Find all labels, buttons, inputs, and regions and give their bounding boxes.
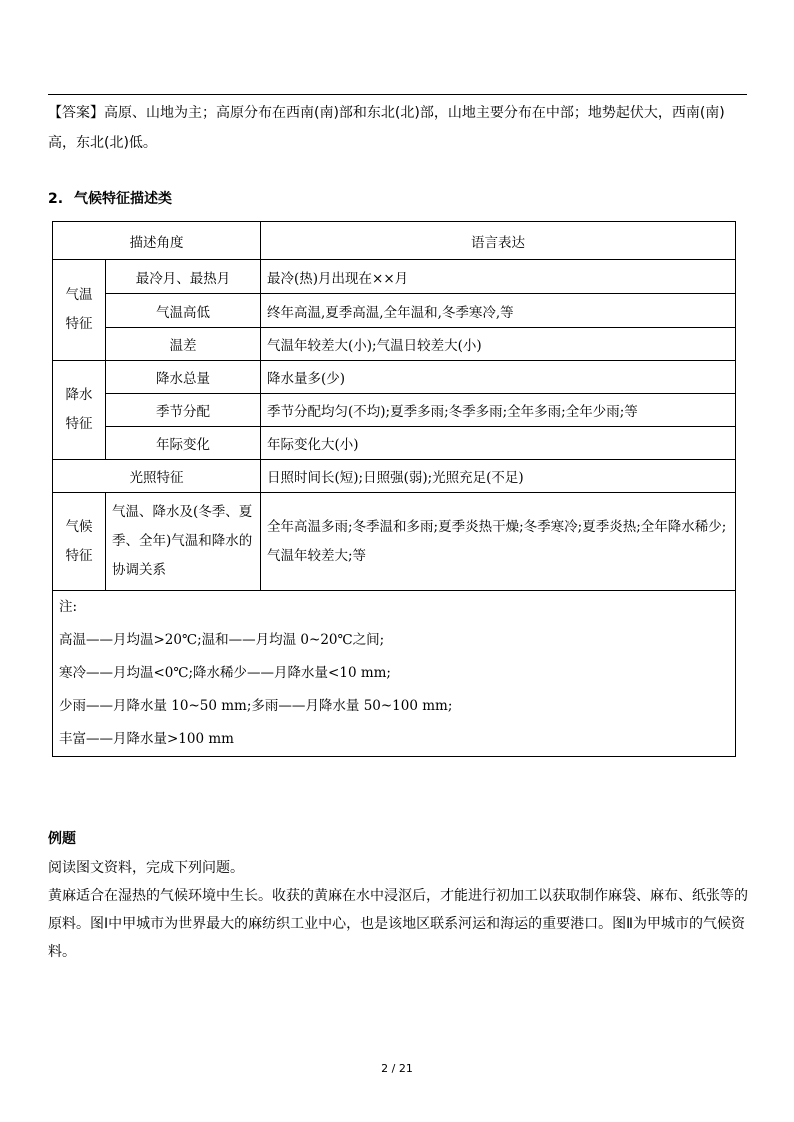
aspect-cell: 降水总量 xyxy=(106,361,261,394)
group-label-text: 气温特征 xyxy=(65,287,93,332)
expression-cell: 最冷(热)月出现在××月 xyxy=(261,260,736,294)
climate-expression: 全年高温多雨;冬季温和多雨;夏季炎热干燥;冬季寒冷;夏季炎热;全年降水稀少;气温年较差大;等 xyxy=(267,518,727,564)
aspect-cell: 季节分配 xyxy=(106,394,261,427)
notes-cell xyxy=(53,591,736,757)
note-line: 高温——月均温>20℃;温和——月均温 0~20℃之间; xyxy=(59,632,385,648)
header-expression: 语言表达 xyxy=(261,222,736,260)
aspect-cell: 最冷月、最热月 xyxy=(106,260,261,294)
table-row xyxy=(53,328,736,361)
sunlight-label: 光照特征 xyxy=(53,460,261,493)
note-line: 少雨——月降水量 10~50 mm;多雨——月降水量 50~100 mm; xyxy=(59,698,453,714)
climate-label-cell xyxy=(53,493,106,591)
note-line: 寒冷——月均温<0℃;降水稀少——月降水量<10 mm; xyxy=(59,665,391,681)
page-number: 2 / 21 xyxy=(381,1062,413,1075)
group-label-precipitation xyxy=(53,361,106,460)
aspect-cell: 气温高低 xyxy=(106,294,261,328)
section-number: 2. xyxy=(48,191,64,207)
section-title: 气候特征描述类 xyxy=(74,191,172,207)
expression-cell: 气温年较差大(小);气温日较差大(小) xyxy=(261,328,736,361)
climate-description-table xyxy=(52,221,736,757)
expression-cell: 降水量多(少) xyxy=(261,361,736,394)
group-label-text: 降水特征 xyxy=(65,387,93,432)
example-paragraph: 阅读图文资料，完成下列问题。 xyxy=(48,860,244,876)
table-row xyxy=(53,427,736,460)
aspect-cell: 温差 xyxy=(106,328,261,361)
section-heading xyxy=(48,188,172,210)
climate-expression-cell xyxy=(261,493,736,591)
expression-cell: 年际变化大(小) xyxy=(261,427,736,460)
example-paragraph: 黄麻适合在湿热的气候环境中生长。收获的黄麻在水中浸沤后，才能进行初加工以获取制作麻袋、麻布、纸张等的原料。图Ⅰ中甲城市为世界最大的麻纺织工业中心，也是该地区联系河运和海运的重要港口。图Ⅱ为甲城市的气候资料。 xyxy=(48,888,748,960)
example-body xyxy=(48,854,748,966)
table-row xyxy=(53,260,736,294)
table-row xyxy=(53,294,736,328)
header-aspect: 描述角度 xyxy=(53,222,261,260)
expression-cell: 终年高温,夏季高温,全年温和,冬季寒冷,等 xyxy=(261,294,736,328)
climate-aspect-cell xyxy=(106,493,261,591)
header-rule xyxy=(48,94,747,95)
example-heading: 例题 xyxy=(48,831,76,847)
expression-cell: 季节分配均匀(不均);夏季多雨;冬季多雨;全年多雨;全年少雨;等 xyxy=(261,394,736,427)
sunlight-expression: 日照时间长(短);日照强(弱);光照充足(不足) xyxy=(261,460,736,493)
answer-text: 【答案】高原、山地为主；高原分布在西南(南)部和东北(北)部，山地主要分布在中部；地势起伏大，西南(南)高，东北(北)低。 xyxy=(48,105,725,151)
note-line: 丰富——月降水量>100 mm xyxy=(59,731,234,747)
table-header-row xyxy=(53,222,736,260)
aspect-cell: 年际变化 xyxy=(106,427,261,460)
table-row xyxy=(53,361,736,394)
note-line: 注: xyxy=(59,599,78,615)
table-row-notes xyxy=(53,591,736,757)
table-row xyxy=(53,394,736,427)
climate-label: 气候特征 xyxy=(65,518,93,564)
table-row-climate xyxy=(53,493,736,591)
climate-aspect: 气温、降水及(冬季、夏季、全年)气温和降水的协调关系 xyxy=(112,504,253,578)
group-label-temperature xyxy=(53,260,106,361)
table-row-sunlight xyxy=(53,460,736,493)
